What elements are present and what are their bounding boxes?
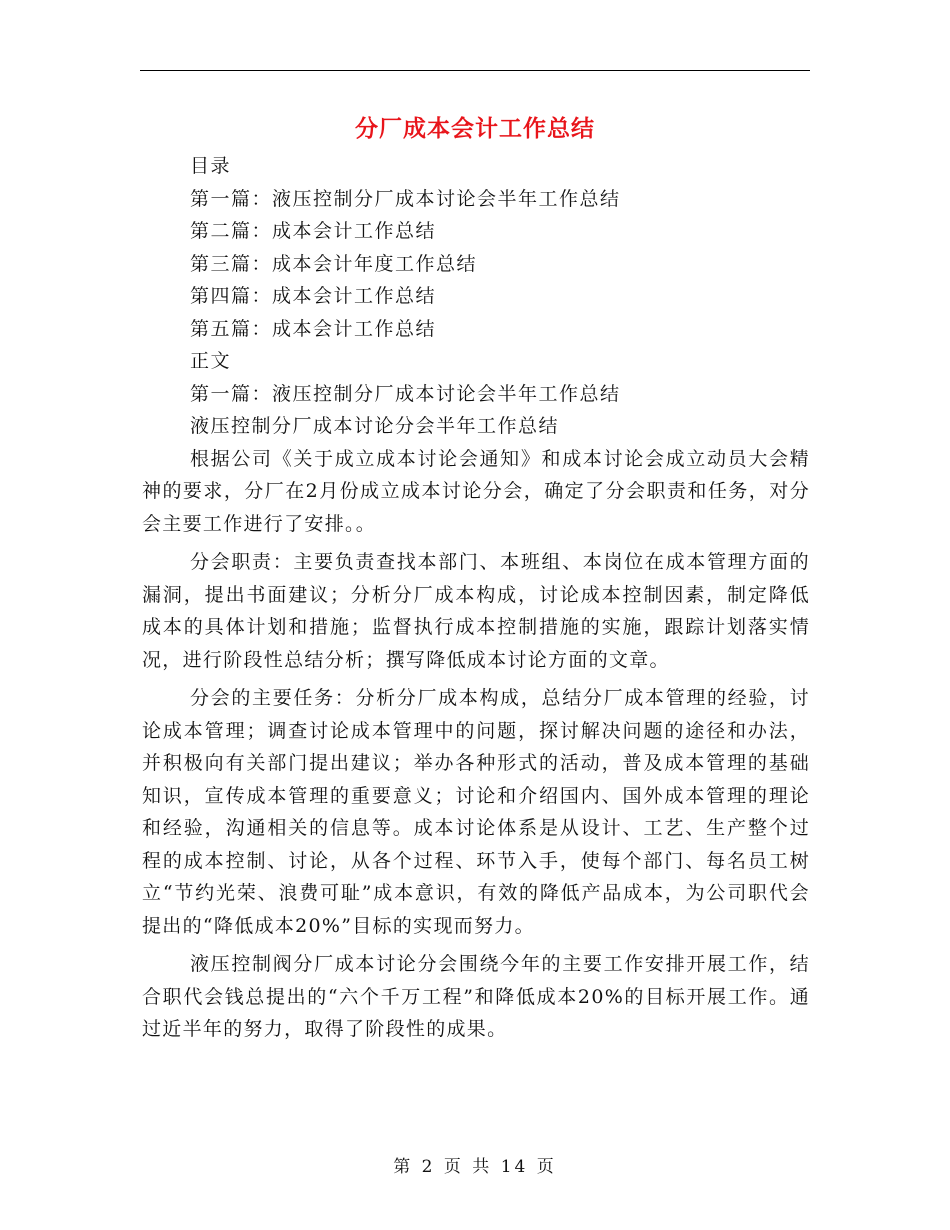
body-paragraph: 液压控制阀分厂成本讨论分会围绕今年的主要工作安排开展工作，结合职代会钱总提出的“六个千万工程”和降低成本20%的目标开展工作。通过近半年的努力，取得了阶段性的成果。 <box>142 953 810 1040</box>
toc-item: 第一篇：液压控制分厂成本讨论会半年工作总结 <box>190 187 621 210</box>
toc-item: 第四篇：成本会计工作总结 <box>190 285 437 307</box>
section-subtitle: 液压控制分厂成本讨论分会半年工作总结 <box>190 415 560 437</box>
toc-item: 第三篇：成本会计年度工作总结 <box>190 252 478 275</box>
toc-item: 第五篇：成本会计工作总结 <box>190 317 437 340</box>
document-body <box>142 150 810 1052</box>
toc-item: 第二篇：成本会计工作总结 <box>190 220 437 242</box>
body-paragraph: 根据公司《关于成立成本讨论会通知》和成本讨论会成立动员大会精神的要求，分厂在2月份成立成本讨论分会，确定了分会职责和任务，对分会主要工作进行了安排。。 <box>142 447 810 535</box>
header-rule <box>140 70 810 71</box>
section-title: 第一篇：液压控制分厂成本讨论会半年工作总结 <box>190 382 621 405</box>
document-title: 分厂成本会计工作总结 <box>355 116 595 142</box>
body-paragraph: 分会的主要任务：分析分厂成本构成，总结分厂成本管理的经验，讨论成本管理；调查讨论成本管理中的问题，探讨解决问题的途径和办法，并积极向有关部门提出建议；举办各种形式的活动，普及成本管理的基础知识，宣传成本管理的重要意义；讨论和介绍国内、国外成本管理的理论和经验，沟通相关的信息等。成本讨论体系是从设计、工艺、生产整个过程的成本控制、讨论，从各个过程、环节入手，使每个部门、每名员工树立“节约光荣、浪费可耻”成本意识，有效的降低产品成本，为公司职代会提出的“降低成本20%”目标的实现而努力。 <box>142 687 810 937</box>
body-paragraph: 分会职责：主要负责查找本部门、本班组、本岗位在成本管理方面的漏洞，提出书面建议；分析分厂成本构成，讨论成本控制因素，制定降低成本的具体计划和措施；监督执行成本控制措施的实施，跟踪计划落实情况，进行阶段性总结分析；撰写降低成本讨论方面的文章。 <box>142 551 810 671</box>
body-heading: 正文 <box>190 350 232 372</box>
toc-heading: 目录 <box>190 155 232 177</box>
page-number-footer: 第 2 页 共 14 页 <box>393 1157 557 1177</box>
